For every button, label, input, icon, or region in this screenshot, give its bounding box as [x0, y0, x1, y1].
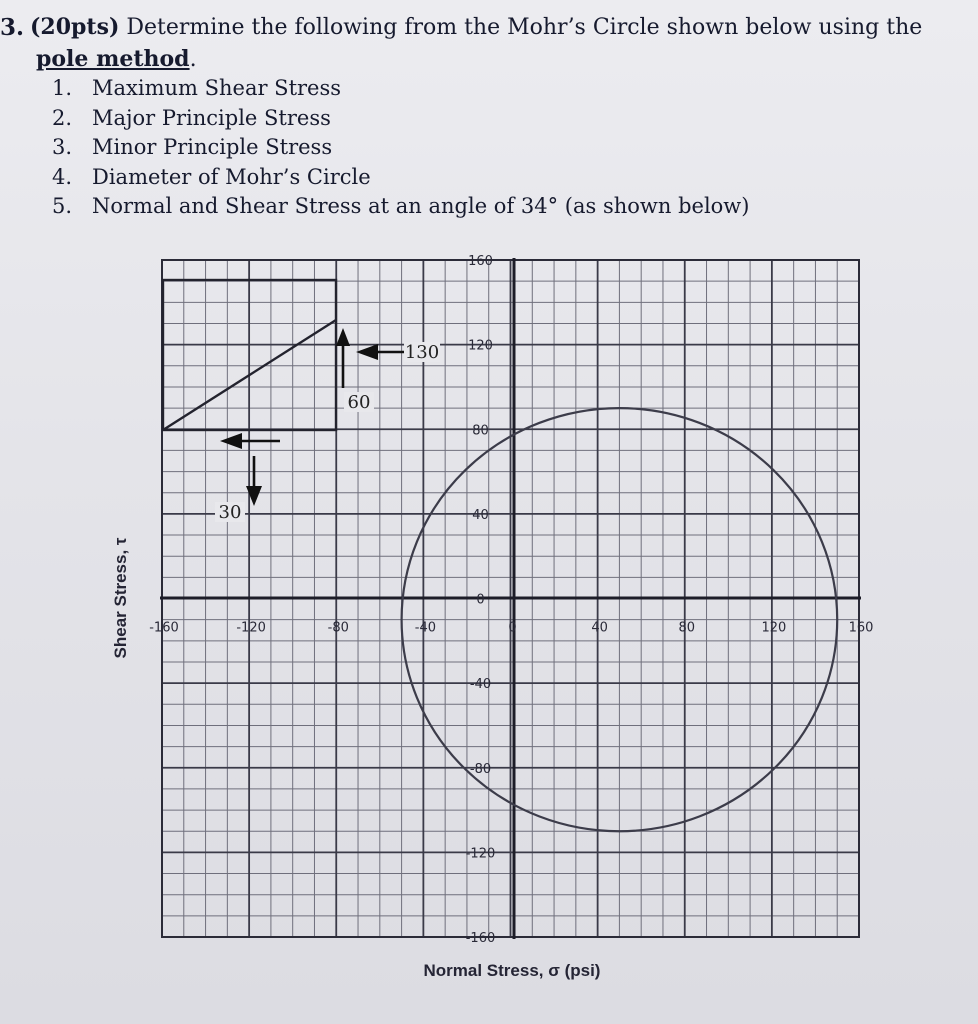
y-tick-label: 80 [472, 423, 489, 439]
x-tick-label: -40 [414, 620, 436, 636]
y-tick-label: -120 [465, 846, 496, 862]
y-tick-label: 0 [476, 592, 485, 608]
x-tick-label: 80 [678, 620, 696, 636]
x-axis-title: Normal Stress, σ (psi) [423, 961, 601, 980]
x-tick-label: 120 [761, 620, 787, 636]
question-prompt: Determine the following from the Mohr’s Circle shown below using the [126, 15, 923, 40]
pole-method-text: pole method [36, 46, 190, 72]
normal-stress-label: 130 [404, 342, 440, 363]
question-points: (20pts) [30, 14, 120, 40]
x-tick-label: 40 [591, 620, 608, 636]
x-tick-label: -80 [327, 620, 349, 636]
y-tick-label: 160 [468, 254, 493, 269]
task-item: 2. Major Principle Stress [52, 105, 331, 130]
shear-stress-label-horizontal: 30 [218, 502, 242, 523]
stress-element [163, 280, 440, 523]
x-tick-label: -120 [236, 620, 266, 636]
task-item: 3. Minor Principle Stress [52, 135, 333, 159]
y-axis-title: Shear Stress, τ [111, 537, 130, 659]
arrow-up-icon [336, 328, 350, 346]
shear-stress-label-vertical: 60 [347, 392, 371, 413]
y-tick-labels [466, 254, 496, 946]
x-tick-label: -160 [149, 620, 179, 636]
y-tick-label: 120 [468, 338, 493, 354]
y-tick-label: -80 [469, 761, 492, 777]
x-tick-label: 160 [848, 620, 874, 636]
task-item: 1. Maximum Shear Stress [52, 76, 342, 100]
y-tick-label: -160 [465, 931, 496, 946]
task-item: 5. Normal and Shear Stress at an angle of 34° (as shown below) [52, 194, 750, 218]
y-tick-label: -40 [469, 677, 492, 693]
x-tick-labels [149, 621, 873, 636]
method-period: . [189, 47, 197, 72]
task-item: 4. Diameter of Mohr’s Circle [52, 164, 371, 189]
y-tick-label: 40 [472, 507, 489, 523]
question-number: 3. [0, 14, 25, 41]
arrow-left-icon [220, 433, 242, 449]
x-tick-label: 0 [508, 620, 517, 636]
arrow-left-icon [356, 344, 378, 360]
